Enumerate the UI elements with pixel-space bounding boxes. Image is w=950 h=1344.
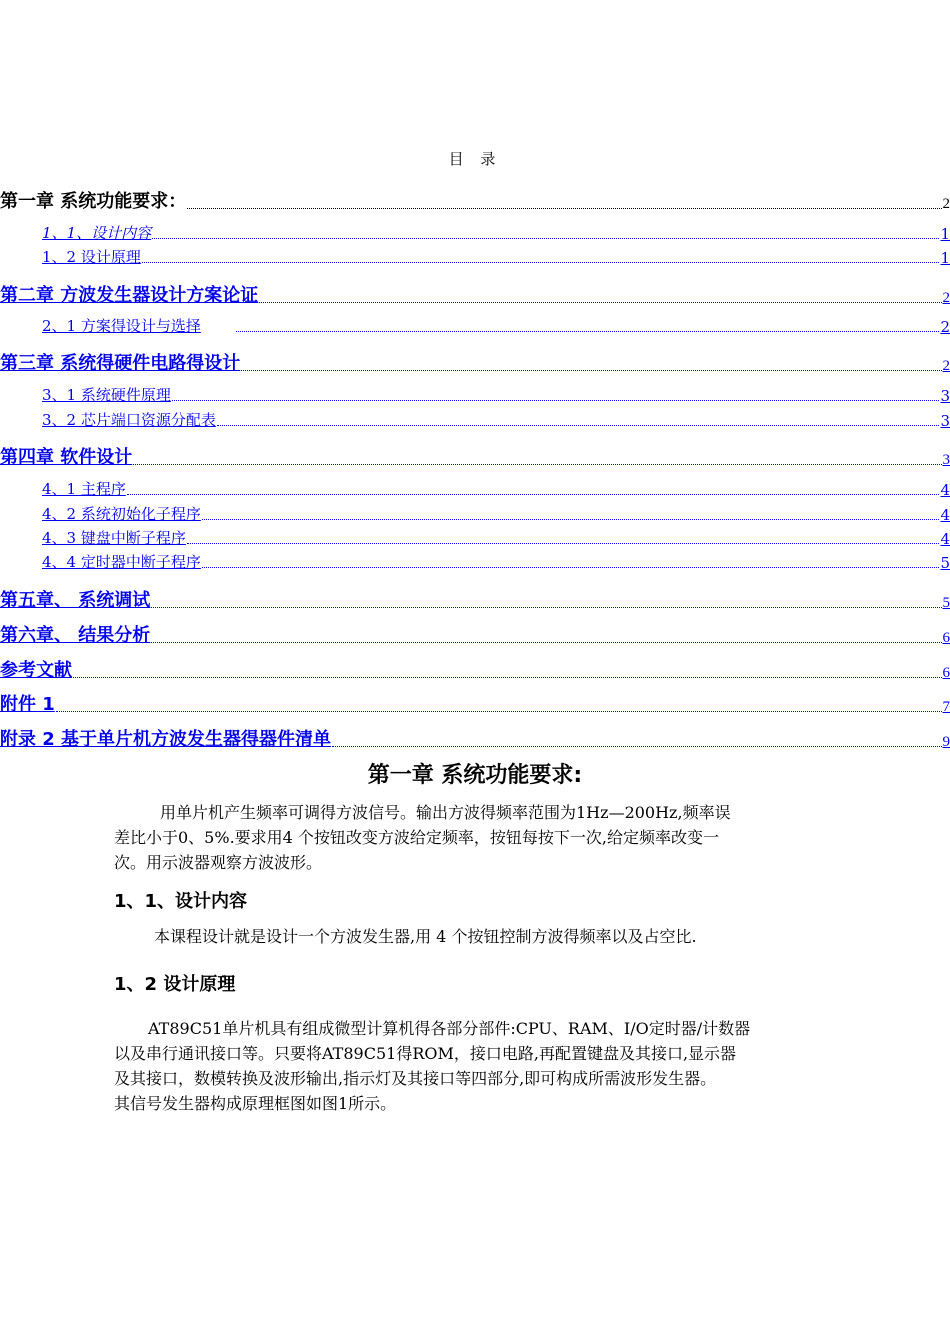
toc-entry-label: 参考文献: [0, 660, 72, 681]
toc-page-number: 6: [942, 630, 950, 646]
toc-page-number: 9: [942, 734, 950, 750]
toc-leader: [217, 424, 940, 426]
toc-page-number: 4: [940, 481, 950, 499]
toc-entry-label: 3、1 系统硬件原理: [42, 386, 171, 404]
toc-page-number: 4: [940, 506, 950, 524]
toc-leader: [236, 330, 940, 332]
toc-page-number: 1: [940, 225, 950, 243]
toc-page-number: 3: [940, 412, 950, 430]
toc-leader: [151, 606, 941, 608]
toc-entry-references[interactable]: [0, 656, 950, 682]
toc-leader: [332, 745, 941, 747]
toc-page-number: 2: [942, 290, 950, 306]
toc-entry-label: 4、3 键盘中断子程序: [42, 529, 186, 547]
toc-leader: [202, 518, 940, 520]
toc-page-number: 3: [942, 452, 950, 468]
toc-entry-chapter-2[interactable]: [0, 281, 950, 307]
toc-entry-1-1[interactable]: [42, 222, 950, 243]
paragraph-line: 次。用示波器观察方波波形。: [114, 853, 323, 872]
toc-leader: [259, 301, 941, 303]
toc-page-number: 5: [940, 554, 950, 572]
toc-leader: [152, 237, 939, 239]
toc-page-number: 7: [942, 699, 950, 715]
toc-leader: [56, 710, 942, 712]
toc-page-number: 2: [942, 196, 950, 212]
toc-entry-4-1[interactable]: [42, 478, 950, 499]
paragraph-line: AT89C51单片机具有组成微型计算机得各部分部件:CPU、RAM、I/O定时器/计数器: [148, 1019, 751, 1038]
toc-entry-3-2[interactable]: [42, 409, 950, 430]
toc-page-number: 3: [940, 387, 950, 405]
toc-leader: [202, 566, 940, 568]
toc-page-number: 2: [942, 358, 950, 374]
paragraph-line: 差比小于0、5%.要求用4 个按钮改变方波给定频率，按钮每按下一次,给定频率改变一: [114, 828, 720, 847]
toc-leader: [187, 207, 941, 209]
toc-entry-1-2[interactable]: [42, 246, 950, 267]
paragraph-line: 及其接口，数模转换及波形输出,指示灯及其接口等四部分,即可构成所需波形发生器。: [114, 1069, 717, 1088]
toc-leader: [172, 399, 940, 401]
toc-entry-label: 第三章 系统得硬件电路得设计: [0, 353, 241, 374]
toc-page-number: 6: [942, 665, 950, 681]
paragraph-line: 其信号发生器构成原理框图如图1所示。: [114, 1094, 397, 1113]
toc-title: 目 录: [448, 150, 502, 168]
toc-entry-3-1[interactable]: [42, 384, 950, 405]
toc-entry-label: 2、1 方案得设计与选择: [42, 317, 201, 335]
toc-entry-label: 第六章、 结果分析: [0, 625, 151, 646]
chapter-heading: 第一章 系统功能要求:: [367, 763, 583, 788]
toc-entry-4-3[interactable]: [42, 527, 950, 548]
paragraph-line: 以及串行通讯接口等。只要将AT89C51得ROM，接口电路,再配置键盘及其接口,显示器: [114, 1044, 737, 1063]
toc-leader: [133, 463, 941, 465]
toc-entry-label: 4、1 主程序: [42, 480, 126, 498]
toc-entry-appendix-2[interactable]: [0, 725, 950, 751]
toc-entry-label: 第五章、 系统调试: [0, 590, 151, 611]
toc-entry-4-4[interactable]: [42, 551, 950, 572]
toc-leader: [73, 676, 942, 678]
design-content-paragraph: 本课程设计就是设计一个方波发生器,用 4 个按钮控制方波得频率以及占空比.: [154, 927, 697, 946]
chapter-intro-paragraph: [114, 800, 836, 875]
toc-leader: [151, 641, 941, 643]
paragraph-line: 用单片机产生频率可调得方波信号。输出方波得频率范围为1Hz—200Hz,频率误: [160, 803, 731, 822]
toc-entry-chapter-3[interactable]: [0, 349, 950, 375]
toc-page-number: 1: [940, 249, 950, 267]
toc-entry-chapter-5[interactable]: [0, 586, 950, 612]
toc-page-number: 2: [940, 318, 950, 336]
design-principle-paragraph: [114, 1016, 836, 1116]
toc-leader: [241, 369, 941, 371]
toc-entry-label: 4、4 定时器中断子程序: [42, 553, 201, 571]
toc-entry-2-1[interactable]: [42, 315, 950, 336]
toc-entry-4-2[interactable]: [42, 503, 950, 524]
toc-entry-label: 4、2 系统初始化子程序: [42, 505, 201, 523]
toc-entry-label: 附件 1: [0, 694, 55, 715]
section-heading-design-principle: 1、2 设计原理: [114, 974, 236, 995]
toc-entry-chapter-1[interactable]: [0, 187, 950, 213]
toc-entry-label: 第一章 系统功能要求：: [0, 191, 187, 212]
toc-entry-label: 1、2 设计原理: [42, 248, 141, 266]
toc-entry-label: 第二章 方波发生器设计方案论证: [0, 285, 259, 306]
toc-entry-label: 附录 2 基于单片机方波发生器得器件清单: [0, 729, 332, 750]
toc-entry-chapter-4[interactable]: [0, 443, 950, 469]
toc-entry-label: 第四章 软件设计: [0, 447, 133, 468]
section-heading-design-content: 1、1、设计内容: [114, 891, 248, 912]
toc-leader: [187, 542, 940, 544]
toc-page-number: 5: [942, 595, 950, 611]
toc-entry-label: 1、1、设计内容: [42, 224, 152, 242]
toc-leader: [127, 493, 940, 495]
toc-leader: [142, 261, 940, 263]
toc-entry-chapter-6[interactable]: [0, 621, 950, 647]
toc-entry-label: 3、2 芯片端口资源分配表: [42, 411, 216, 429]
toc-entry-attachment-1[interactable]: [0, 690, 950, 716]
toc-page-number: 4: [940, 530, 950, 548]
